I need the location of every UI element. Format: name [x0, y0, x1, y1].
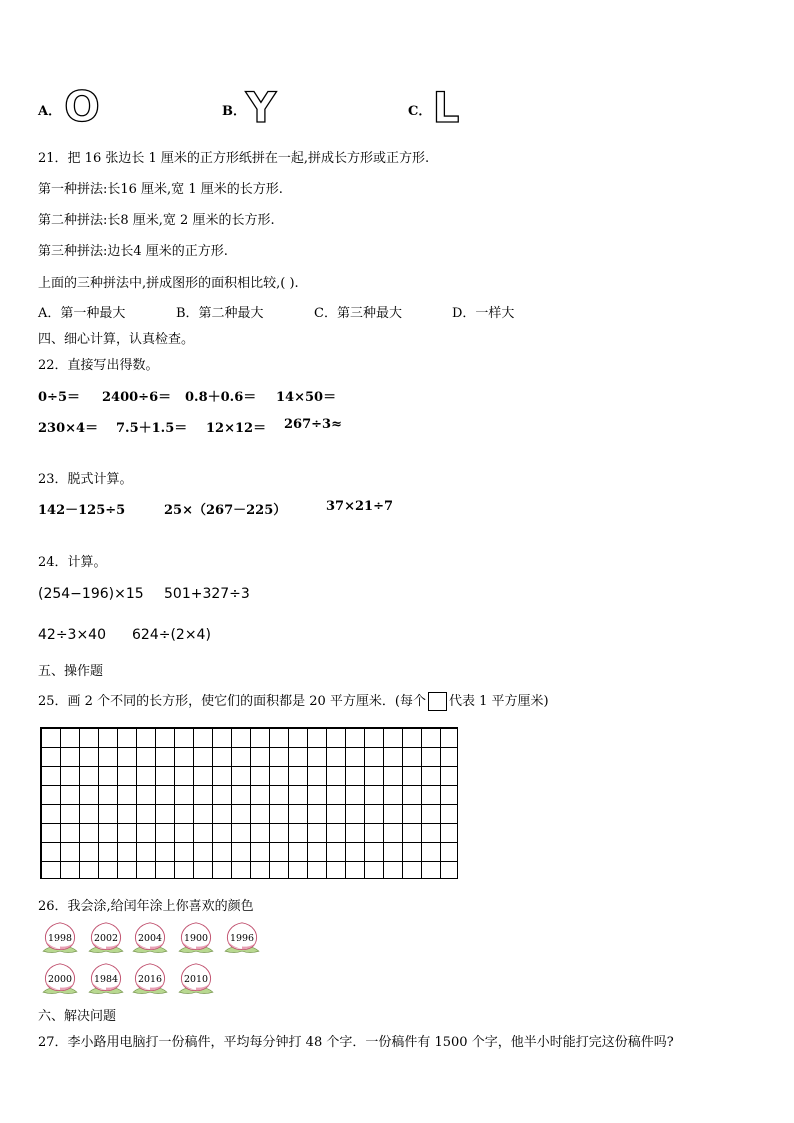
q21-option-a: A．第一种最大: [38, 306, 126, 321]
peach-year-badge: [174, 961, 218, 995]
outlined-letter-l: [430, 87, 466, 129]
option-b-glyph: Y: [245, 87, 277, 129]
q22-item: 267÷3≈: [284, 417, 342, 432]
q24-expression: 624÷(2×4): [132, 627, 211, 643]
q24-stem: 24．计算。: [38, 555, 107, 570]
q25-stem-after: 代表 1 平方厘米): [448, 694, 549, 709]
q21-stem: 21．把 16 张边长 1 厘米的正方形纸拼在一起,拼成长方形或正方形.: [38, 151, 430, 166]
peach-year-badge: [128, 920, 172, 954]
q21-line2: 第二种拼法:长8 厘米,宽 2 厘米的长方形.: [38, 213, 275, 228]
q24-expression: (254−196)×15: [38, 586, 144, 602]
q24-expression: 501+327÷3: [164, 586, 250, 602]
peach-year-label: 1984: [93, 973, 119, 985]
peach-year-label: 2016: [137, 973, 163, 985]
q23-item: 142－125÷5: [38, 503, 126, 518]
q22-item: 14×50＝: [276, 390, 337, 405]
peach-year-badge: [38, 961, 82, 995]
q25-stem: [38, 690, 549, 711]
q21-option-b: B．第二种最大: [176, 306, 264, 321]
peach-year-badge: [84, 961, 128, 995]
q22-stem: 22．直接写出得数。: [38, 358, 159, 373]
option-b-label: B．: [222, 104, 246, 119]
q23-item: 25×（267－225）: [164, 503, 287, 518]
option-c-glyph: L: [432, 87, 460, 129]
option-a-glyph: O: [64, 87, 100, 127]
peach-year-badge: [128, 961, 172, 995]
peach-year-badge: [84, 920, 128, 954]
option-c-label: C．: [408, 104, 432, 119]
q22-item: 12×12＝: [206, 421, 267, 436]
outlined-letter-y: [242, 87, 280, 129]
q21-line3: 第三种拼法:边长4 厘米的正方形.: [38, 244, 228, 259]
section-4-heading: 四、细心计算，认真检查。: [38, 332, 195, 347]
q27-stem: 27．李小路用电脑打一份稿件，平均每分钟打 48 个字．一份稿件有 1500 个字，他半小时能打完这份稿件吗?: [38, 1035, 674, 1050]
q21-line1: 第一种拼法:长16 厘米,宽 1 厘米的长方形.: [38, 182, 283, 197]
unit-square-icon: [428, 692, 447, 711]
q23-stem: 23．脱式计算。: [38, 472, 133, 487]
q25-stem-before: 25．画 2 个不同的长方形，使它们的面积都是 20 平方厘米．(每个: [38, 694, 426, 709]
q21-question: 上面的三种拼法中,拼成图形的面积相比较,( ).: [38, 276, 299, 291]
q22-item: 230×4＝: [38, 421, 99, 436]
section-6-heading: 六、解决问题: [38, 1009, 117, 1024]
q26-stem: 26．我会涂,给闰年涂上你喜欢的颜色: [38, 899, 254, 914]
outlined-letter-o: [62, 87, 102, 127]
q23-item: 37×21÷7: [326, 499, 394, 514]
option-a-label: A．: [38, 104, 62, 119]
peach-year-badge: [220, 920, 264, 954]
peach-year-badge: [38, 920, 82, 954]
q22-item: 7.5＋1.5＝: [116, 421, 188, 436]
q24-expression: 42÷3×40: [38, 627, 106, 643]
section-5-heading: 五、操作题: [38, 664, 104, 679]
square-grid: [40, 727, 458, 879]
q22-item: 0÷5＝: [38, 390, 80, 405]
peach-year-label: 2000: [47, 973, 73, 985]
peach-year-label: 1998: [47, 932, 73, 944]
q22-item: 0.8＋0.6＝: [185, 390, 257, 405]
q21-option-c: C．第三种最大: [314, 306, 402, 321]
q21-option-d: D．一样大: [452, 306, 515, 321]
peach-year-label: 2002: [93, 932, 119, 944]
peach-year-label: 2004: [137, 932, 163, 944]
peach-year-label: 1996: [229, 932, 255, 944]
peach-year-label: 2010: [183, 973, 209, 985]
peach-year-badge: [174, 920, 218, 954]
peach-year-label: 1900: [183, 932, 209, 944]
q22-item: 2400÷6＝: [102, 390, 172, 405]
